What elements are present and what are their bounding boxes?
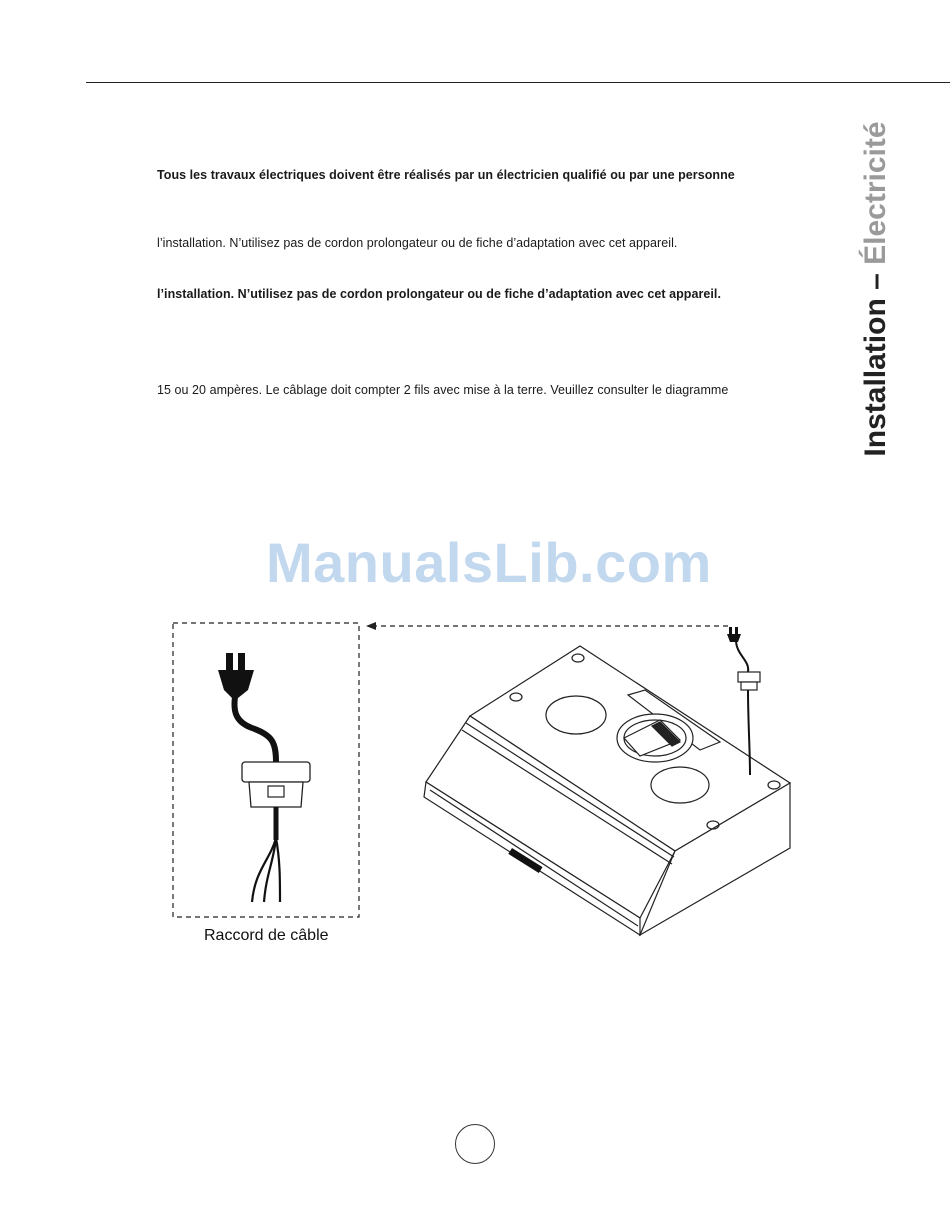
power-plug-icon [218, 653, 276, 762]
paragraph-installation-normal: l’installation. N’utilisez pas de cordon prolongateur ou de fiche d’adaptation avec cet appareil. [157, 236, 678, 250]
paragraph-electrical-work: Tous les travaux électriques doivent être réalisés par un électricien qualifié ou par une personne [157, 168, 735, 182]
arrow-head-icon [366, 622, 376, 630]
section-title-main: Installation – [859, 264, 892, 457]
cable-connector-icon [242, 762, 310, 902]
range-hood-illustration [424, 640, 790, 935]
paragraph-amperes: 15 ou 20 ampères. Le câblage doit compter 2 fils avec mise à la terre. Veuillez consulter le diagramme [157, 383, 729, 397]
paragraph-installation-bold: l’installation. N’utilisez pas de cordon prolongateur ou de fiche d’adaptation avec cet appareil. [157, 287, 721, 301]
watermark: ManualsLib.com [266, 531, 712, 594]
section-title-accent: Électricité [859, 121, 892, 265]
page-number-circle [455, 1124, 495, 1164]
small-plug-icon [727, 627, 741, 642]
figure-caption: Raccord de câble [204, 927, 329, 944]
